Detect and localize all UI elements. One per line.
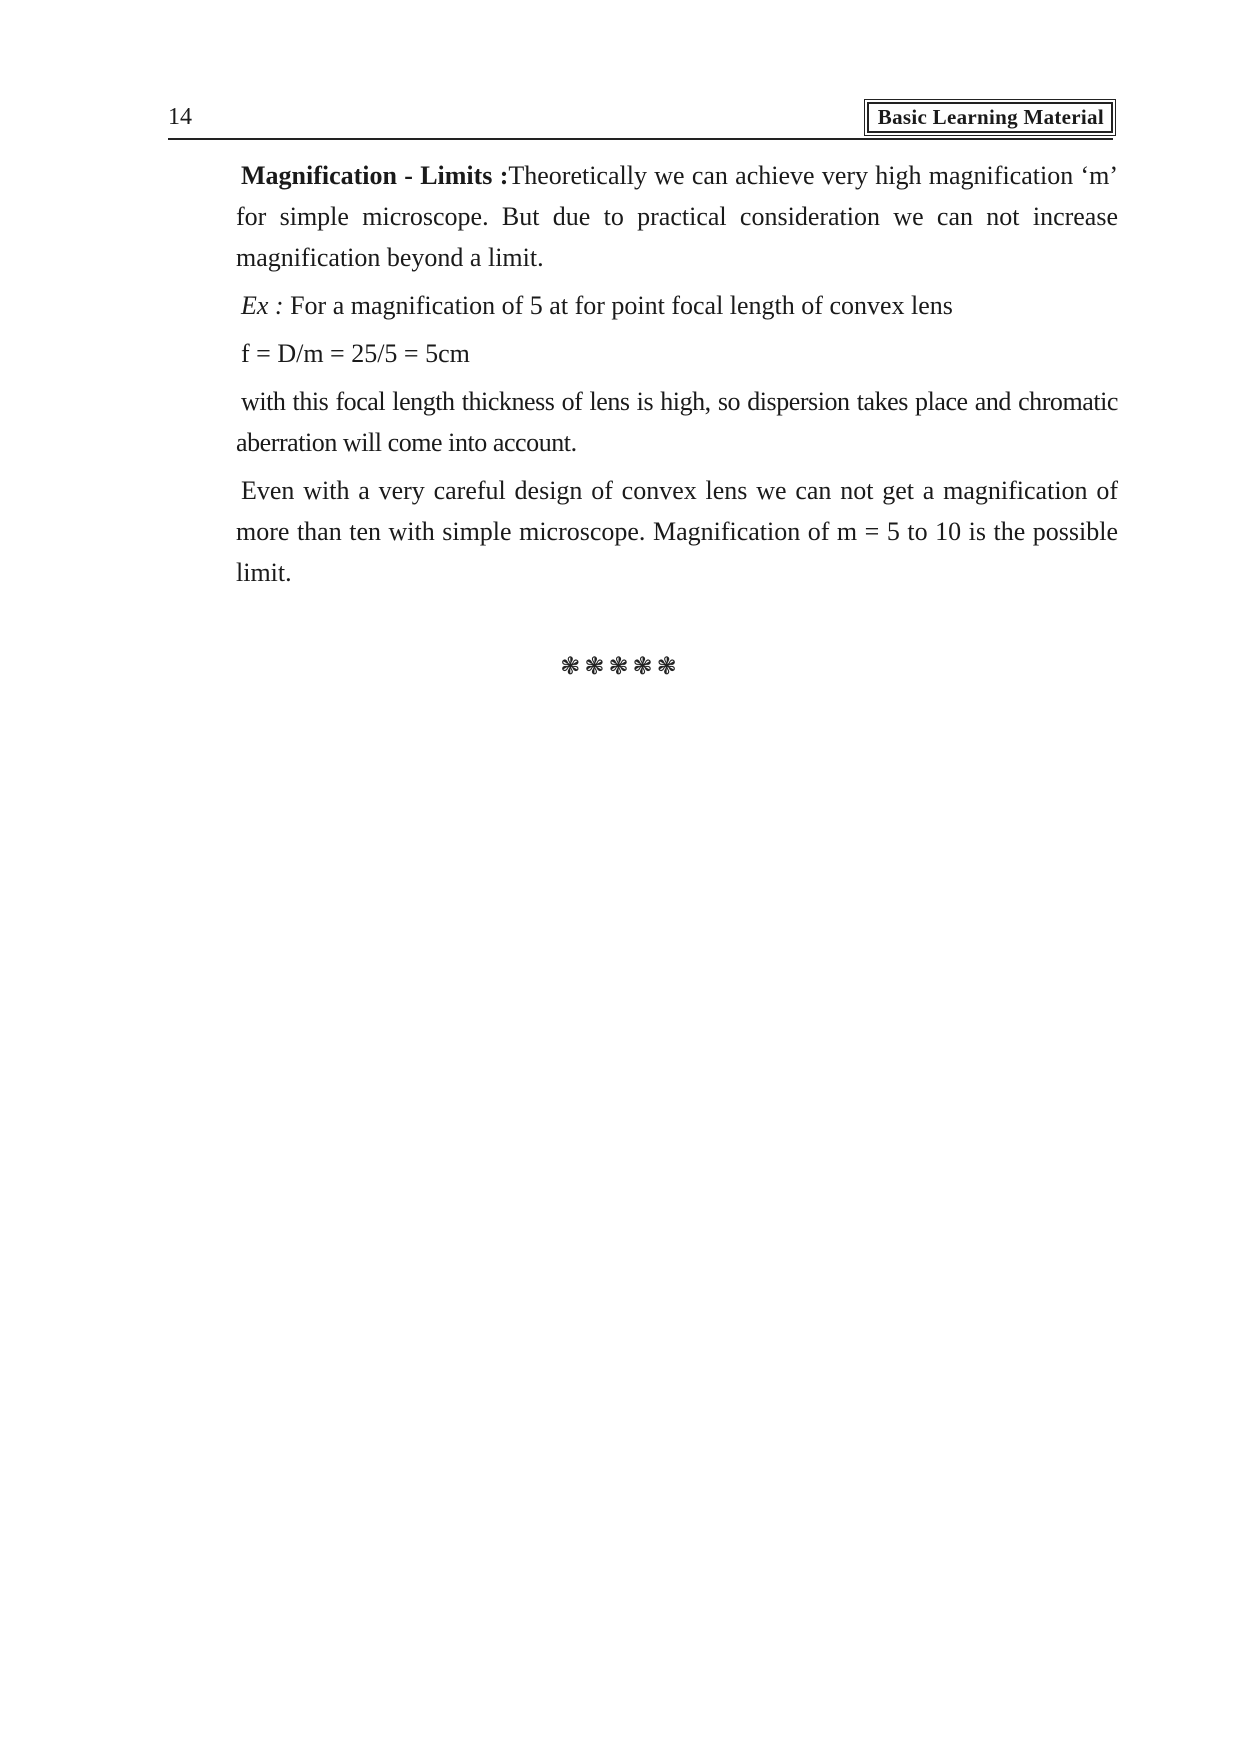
page-number: 14	[168, 104, 192, 130]
paragraph-example	[236, 285, 1118, 326]
page-body	[236, 155, 1118, 600]
paragraph-chromatic-aberration: with this focal length thickness of lens is high, so dispersion takes place and chromatic aberration will come into account.	[236, 387, 1118, 457]
paragraph-text: Theoretically we can achieve very high magnification ‘m’ for simple microscope. But due to practical consideration we can not increase magnification beyond a limit.	[236, 161, 1119, 272]
paragraph-magnification-limits	[236, 155, 1118, 278]
section-heading: Magnification - Limits :	[241, 161, 509, 190]
focal-length-formula: f = D/m = 25/5 = 5cm	[241, 339, 470, 368]
page-header	[168, 98, 1113, 140]
paragraph-text: For a magnification of 5 at for point focal length of convex lens	[283, 291, 953, 320]
example-label: Ex :	[241, 291, 284, 320]
paragraph-magnification-range: Even with a very careful design of convex lens we can not get a magnification of more than ten with simple microscope. Magnification of m = 5 to 10 is the possible limit.	[236, 476, 1118, 587]
end-of-section-ornament: ❃❃❃❃❃	[560, 652, 681, 680]
running-header-title: Basic Learning Material	[867, 102, 1113, 133]
